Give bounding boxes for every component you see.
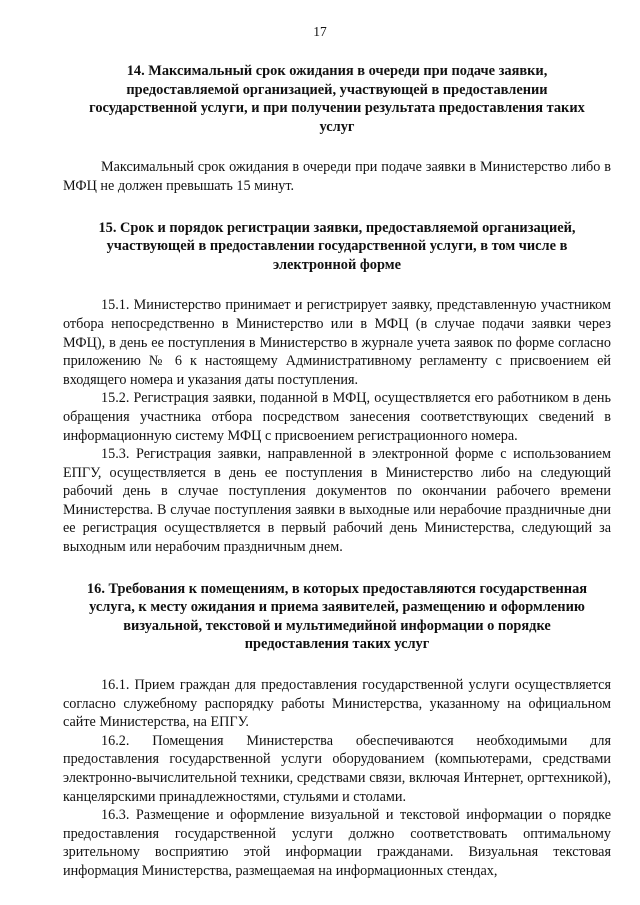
section-16-paragraph-3: 16.3. Размещение и оформление визуальной и текстовой информации о порядке предоставления государственной услуги должно соответствовать оптимальному зрительному восприятию этой информации гражданами. Визуальная текстовая информация Министерства, размещаемая на информационных стендах, xyxy=(63,807,611,879)
section-16-paragraph-2: 16.2. Помещения Министерства обеспечиваются необходимыми для предоставления государственной услуги оборудованием (компьютерами, средствами электронно-вычислительной техники, средствами связи, включая Интернет, оргтехникой), канцелярскими принадлежностями, стульями и столами. xyxy=(63,732,611,805)
section-14-paragraph-1: Максимальный срок ожидания в очереди при подаче заявки в Министерство либо в МФЦ не должен превышать 15 минут. xyxy=(63,159,611,194)
section-15-heading: 15. Срок и порядок регистрации заявки, предоставляемой организацией, участвующей в предоставлении государственной услуги, в том числе в электронной форме xyxy=(98,219,576,273)
page-number: 17 xyxy=(313,24,327,39)
section-16-heading: 16. Требования к помещениям, в которых предоставляются государственная услуга, к месту ожидания и приема заявителей, размещению и оформлению визуальной, текстовой и мультимедийной информации о порядке предоставления таких услуг xyxy=(86,580,588,653)
document-body xyxy=(63,62,611,881)
section-15-paragraph-3: 15.3. Регистрация заявки, направленной в электронной форме с использованием ЕПГУ, осуществляется в день ее поступления в Министерство либо на следующий рабочий день в случае поступления документов по окончании рабочего времени Министерства. В случае поступления заявки в выходные или нерабочие праздничные дни ее регистрация осуществляется в первый рабочий день Министерства, следующий за выходным или нерабочим праздничным днем. xyxy=(63,446,611,556)
section-15-paragraph-2: 15.2. Регистрация заявки, поданной в МФЦ, осуществляется его работником в день обращения участника отбора посредством занесения соответствующих сведений в информационную систему МФЦ с присвоением регистрационного номера. xyxy=(63,390,611,444)
section-14-heading: 14. Максимальный срок ожидания в очереди при подаче заявки, предоставляемой организацией, участвующей в предоставлении государственной услуги, и при получении результата предоставления таких услуг xyxy=(89,63,585,135)
section-16-paragraph-1: 16.1. Прием граждан для предоставления государственной услуги осуществляется согласно служебному распорядку работы Министерства, указанному на официальном сайте Министерства, на ЕПГУ. xyxy=(63,677,611,731)
section-15-paragraph-1: 15.1. Министерство принимает и регистрирует заявку, представленную участником отбора непосредственно в Министерство или в МФЦ (в случае подачи заявки через МФЦ), в день ее поступления в Министерство в журнале учета заявок по форме согласно приложению № 6 к настоящему Административному регламенту с присвоением ей входящего номера и указания даты поступления. xyxy=(63,297,611,388)
